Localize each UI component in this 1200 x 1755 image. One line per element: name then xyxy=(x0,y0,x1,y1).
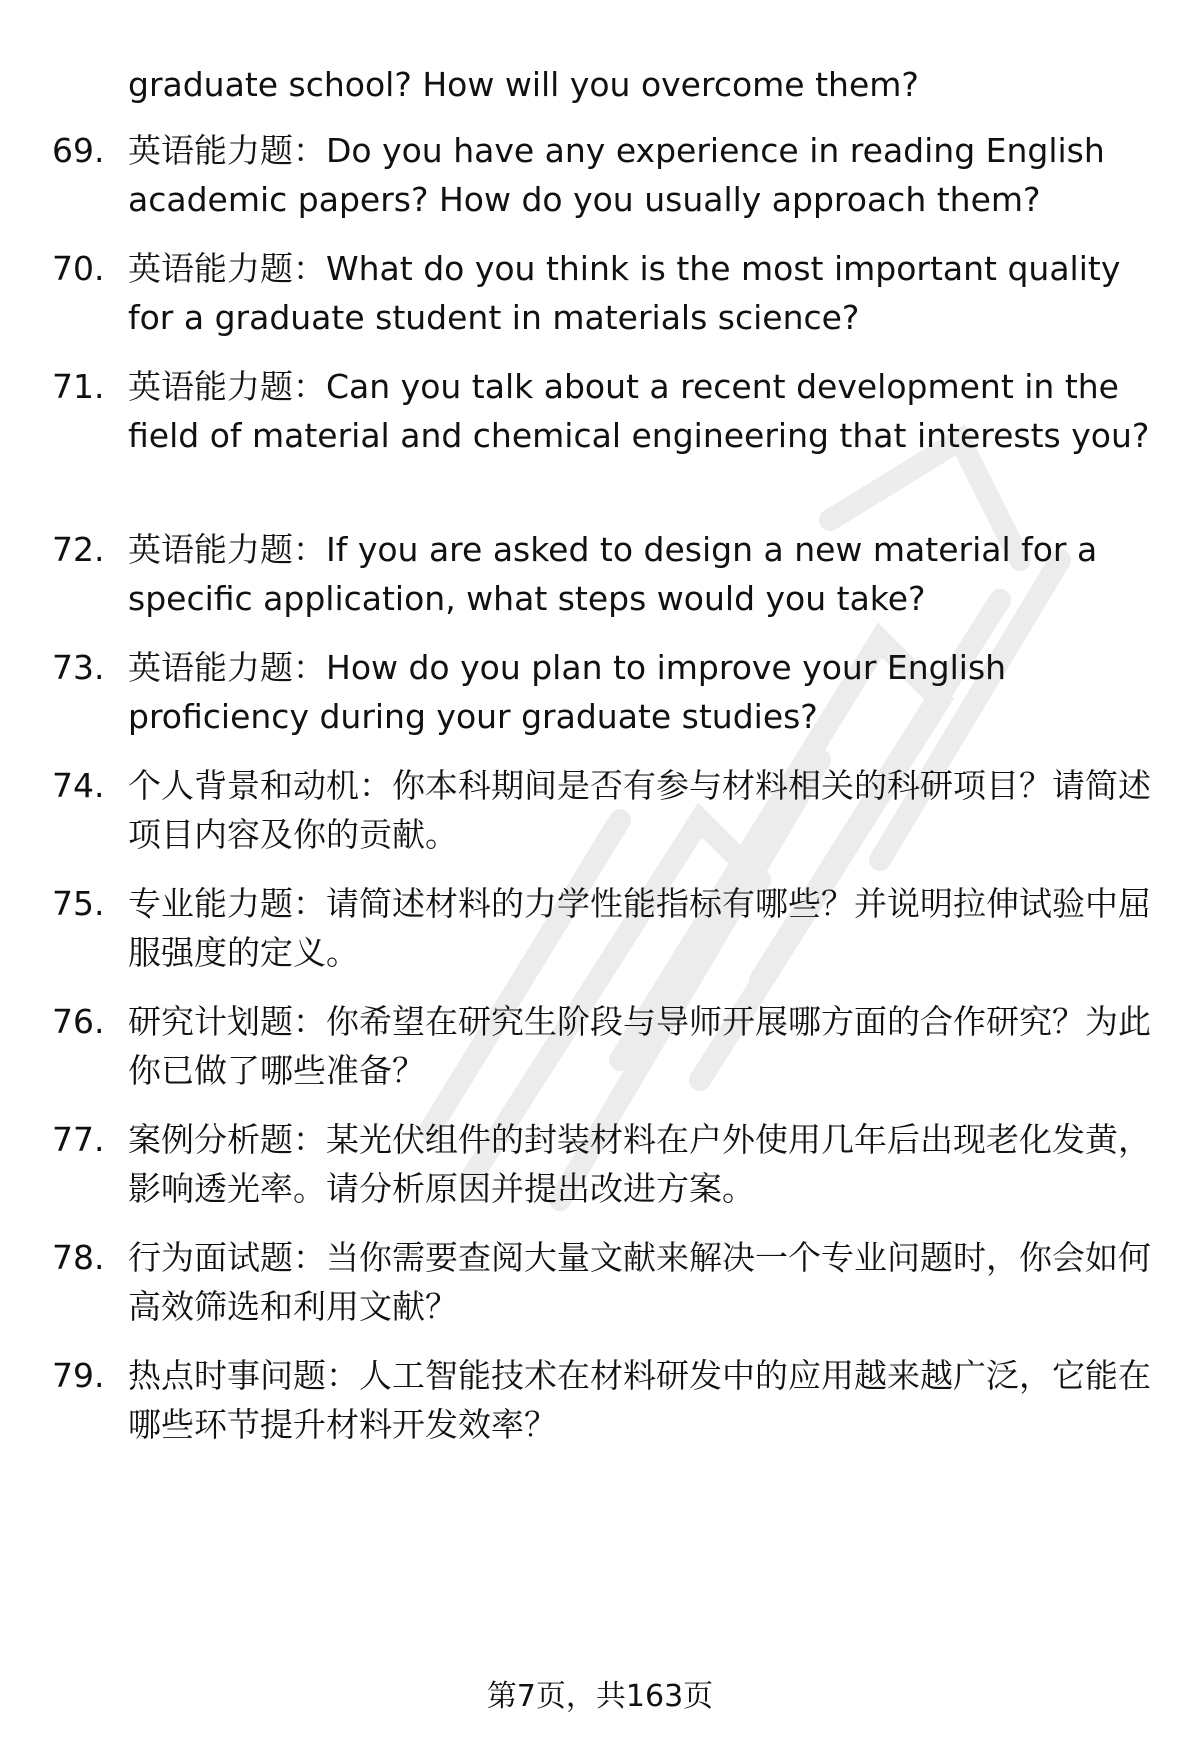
question-text: 英语能力题：What do you think is the most important quality for a graduate student in materials science? xyxy=(128,249,1121,337)
question-text: 热点时事问题：人工智能技术在材料研发中的应用越来越广泛，它能在哪些环节提升材料开发效率？ xyxy=(128,1356,1151,1444)
question-number: 73. xyxy=(52,648,105,687)
question-number: 78. xyxy=(52,1238,105,1277)
question-number: 72. xyxy=(52,530,105,569)
question-number: 79. xyxy=(52,1356,105,1395)
page-footer: 第7页，共163页 xyxy=(486,1679,714,1714)
question-number: 77. xyxy=(52,1120,105,1159)
question-text: 专业能力题：请简述材料的力学性能指标有哪些？并说明拉伸试验中屈服强度的定义。 xyxy=(128,884,1151,972)
question-text: 案例分析题：某光伏组件的封装材料在户外使用几年后出现老化发黄，影响透光率。请分析原因并提出改进方案。 xyxy=(128,1120,1151,1208)
question-number: 74. xyxy=(52,766,105,805)
continuation-text: graduate school? How will you overcome them? xyxy=(128,65,919,104)
question-text: 研究计划题：你希望在研究生阶段与导师开展哪方面的合作研究？为此你已做了哪些准备？ xyxy=(128,1002,1151,1090)
question-text: 英语能力题：How do you plan to improve your English proficiency during your graduate studies? xyxy=(128,648,1007,736)
question-text: 英语能力题：Can you talk about a recent development in the field of material and chemical engineering that interests you? xyxy=(128,367,1150,455)
question-number: 76. xyxy=(52,1002,105,1041)
question-number: 71. xyxy=(52,367,105,406)
question-text: 英语能力题：Do you have any experience in reading English academic papers? How do you usually approach them? xyxy=(128,131,1105,219)
question-number: 70. xyxy=(52,249,105,288)
question-text: 英语能力题：If you are asked to design a new material for a specific application, what steps would you take? xyxy=(128,530,1098,618)
question-number: 69. xyxy=(52,131,105,170)
question-text: 个人背景和动机：你本科期间是否有参与材料相关的科研项目？请简述项目内容及你的贡献。 xyxy=(128,766,1151,854)
question-text: 行为面试题：当你需要查阅大量文献来解决一个专业问题时，你会如何高效筛选和利用文献？ xyxy=(128,1238,1151,1326)
question-number: 75. xyxy=(52,884,105,923)
